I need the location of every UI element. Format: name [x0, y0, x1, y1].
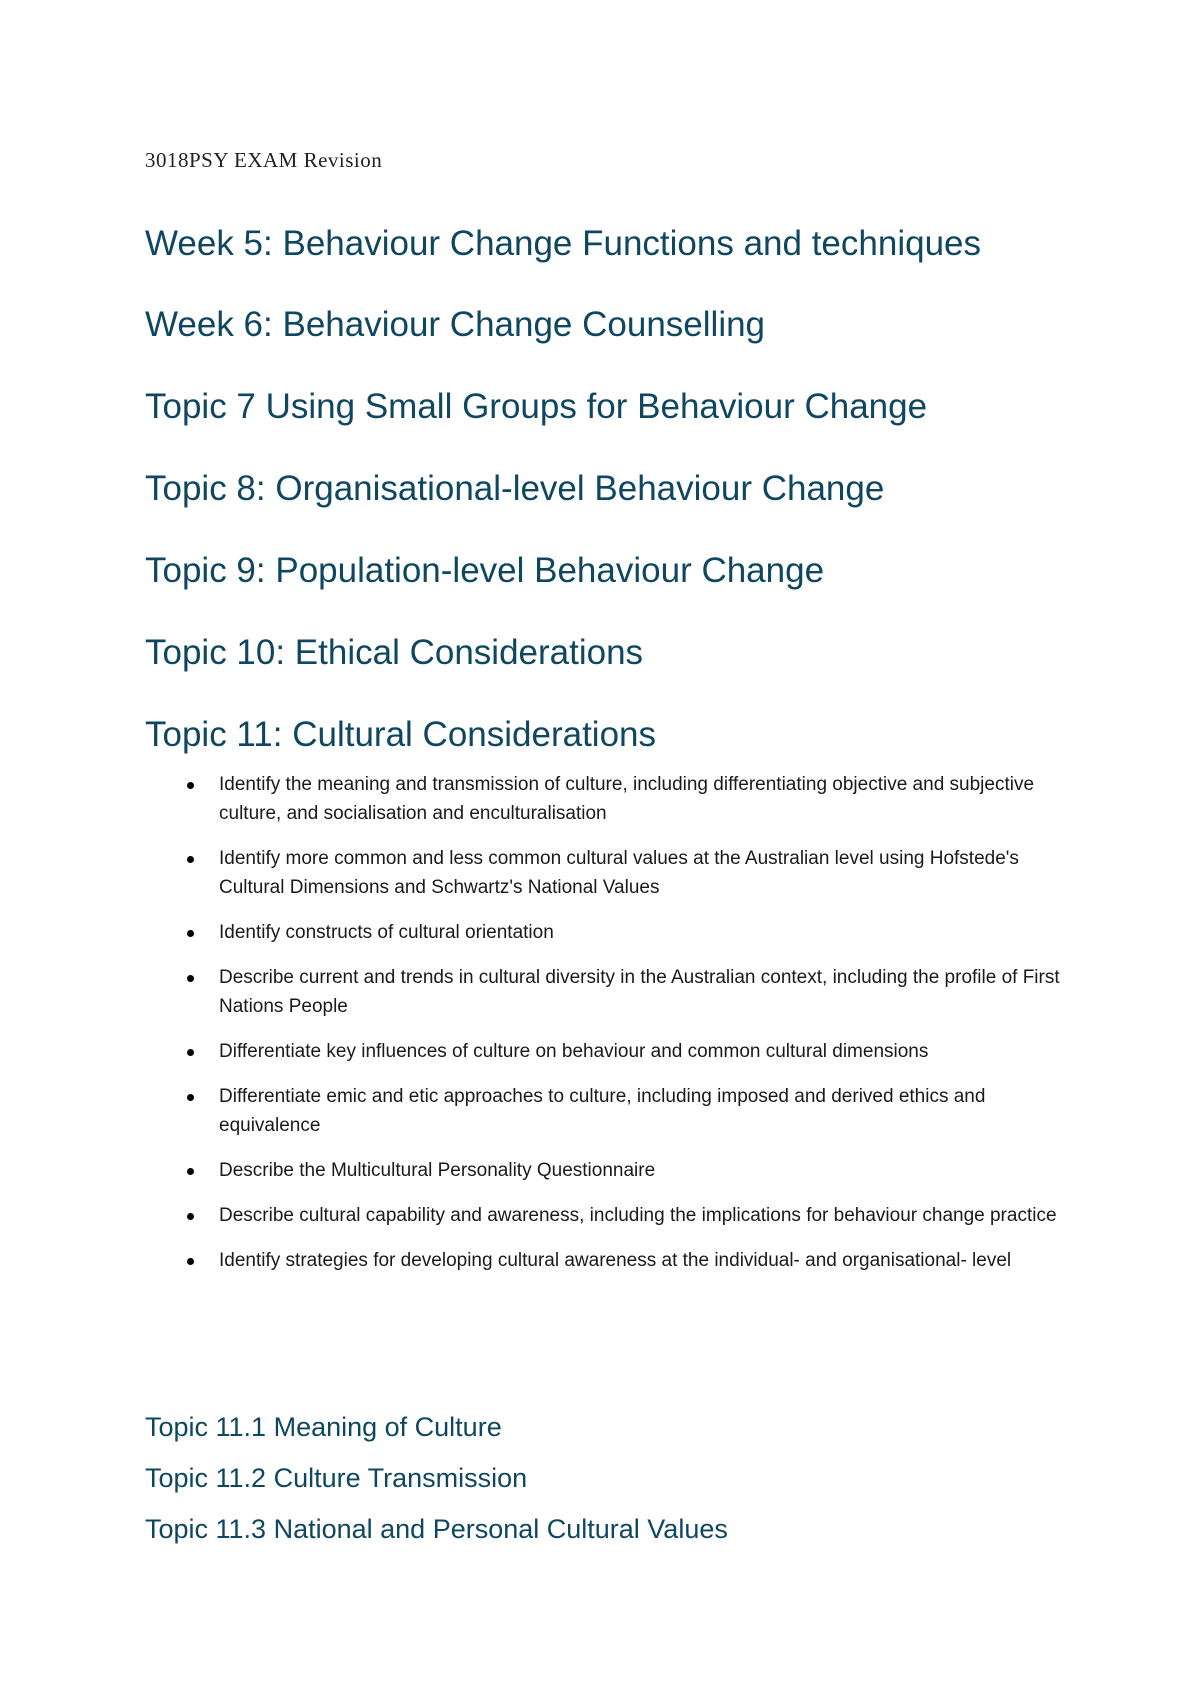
list-item — [145, 1246, 1075, 1275]
list-item — [145, 1156, 1075, 1185]
list-item-text: Describe the Multicultural Personality Questionnaire — [219, 1160, 656, 1181]
list-item-text: Identify the meaning and transmission of culture, including differentiating objective and subjective culture, and socialisation and enculturalisation — [219, 774, 1035, 824]
bullet-icon — [187, 1094, 194, 1101]
list-item-text: Describe current and trends in cultural diversity in the Australian context, including the profile of First Nations People — [219, 967, 1060, 1017]
list-item-text: Differentiate emic and etic approaches to culture, including imposed and derived ethics and equivalence — [219, 1086, 986, 1136]
list-item — [145, 918, 1075, 947]
heading-topic-10: Topic 10: Ethical Considerations — [145, 633, 644, 672]
list-item-text: Describe cultural capability and awareness, including the implications for behaviour change practice — [219, 1205, 1057, 1226]
bullet-icon — [187, 1213, 194, 1220]
list-item — [145, 1201, 1075, 1230]
bullet-icon — [187, 930, 194, 937]
subheading-topic-11-2: Topic 11.2 Culture Transmission — [145, 1463, 528, 1493]
bullet-icon — [187, 1258, 194, 1265]
heading-topic-9: Topic 9: Population-level Behaviour Change — [145, 551, 825, 590]
heading-topic-11: Topic 11: Cultural Considerations — [145, 715, 657, 754]
list-item-text: Identify more common and less common cultural values at the Australian level using Hofstede's Cultural Dimensions and Schwartz's National Values — [219, 848, 1019, 898]
list-item-text: Identify constructs of cultural orientation — [219, 922, 554, 943]
document-title: 3018PSY EXAM Revision — [145, 148, 383, 172]
list-item — [145, 1037, 1075, 1066]
bullet-icon — [187, 975, 194, 982]
heading-week-5: Week 5: Behaviour Change Functions and techniques — [145, 224, 982, 263]
bullet-icon — [187, 856, 194, 863]
bullet-icon — [187, 1049, 194, 1056]
bullet-icon — [187, 1168, 194, 1175]
list-item — [145, 770, 1075, 828]
list-item — [145, 963, 1075, 1021]
list-item-text: Differentiate key influences of culture on behaviour and common cultural dimensions — [219, 1041, 929, 1062]
subheading-topic-11-3: Topic 11.3 National and Personal Cultural Values — [145, 1514, 728, 1544]
list-item-text: Identify strategies for developing cultural awareness at the individual- and organisational- level — [219, 1250, 1012, 1271]
heading-topic-7: Topic 7 Using Small Groups for Behaviour Change — [145, 387, 928, 426]
heading-week-6: Week 6: Behaviour Change Counselling — [145, 305, 766, 344]
heading-topic-8: Topic 8: Organisational-level Behaviour Change — [145, 469, 885, 508]
bullet-icon — [187, 782, 194, 789]
learning-objectives-list — [145, 770, 1075, 1291]
list-item — [145, 844, 1075, 902]
subheading-topic-11-1: Topic 11.1 Meaning of Culture — [145, 1412, 502, 1442]
list-item — [145, 1082, 1075, 1140]
